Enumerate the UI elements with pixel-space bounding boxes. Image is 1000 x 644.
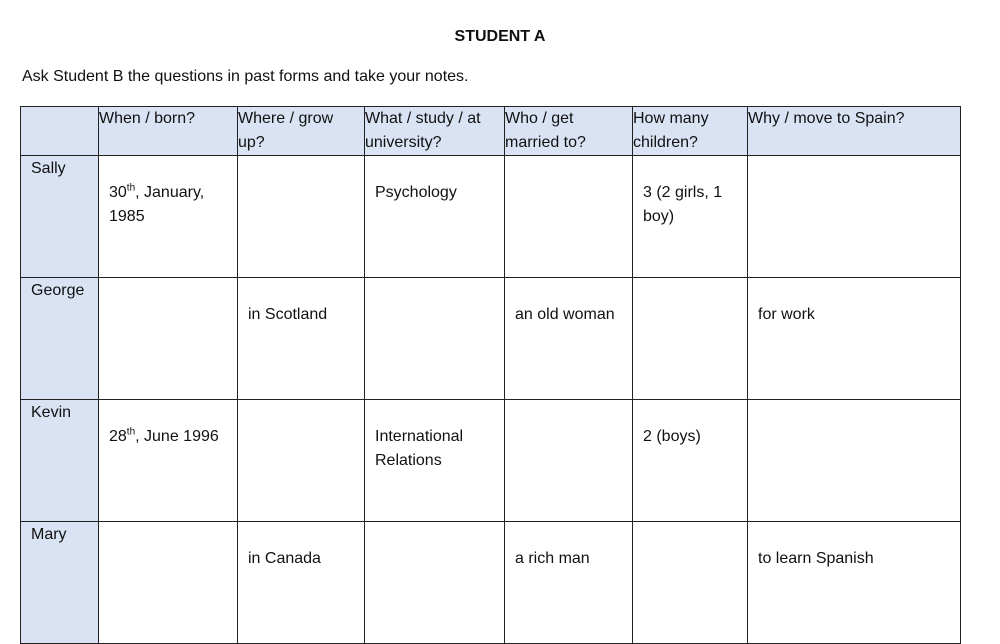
header-where-grow-up: Where / grow up? <box>238 107 365 156</box>
study-cell <box>365 278 505 400</box>
document-title: STUDENT A <box>454 28 546 45</box>
born-day-suffix: th <box>126 182 136 194</box>
study-cell: Psychology <box>365 156 505 278</box>
born-day: 30 <box>109 184 127 201</box>
header-what-study: What / study / at university? <box>365 107 505 156</box>
header-when-born: When / born? <box>99 107 238 156</box>
why-spain-cell <box>748 156 961 278</box>
why-spain-cell: for work <box>748 278 961 400</box>
grow-up-cell <box>238 156 365 278</box>
study-cell <box>365 522 505 644</box>
children-cell: 3 (2 girls, 1 boy) <box>633 156 748 278</box>
grow-up-cell: in Canada <box>238 522 365 644</box>
header-corner <box>21 107 99 156</box>
header-who-married: Who / get married to? <box>505 107 633 156</box>
married-cell <box>505 156 633 278</box>
table-row <box>21 400 961 522</box>
married-cell <box>505 400 633 522</box>
table-row <box>21 522 961 644</box>
children-cell <box>633 278 748 400</box>
row-name-cell: Kevin <box>21 400 99 522</box>
header-how-many-children: How many children? <box>633 107 748 156</box>
born-cell <box>99 400 238 522</box>
row-name-cell: Sally <box>21 156 99 278</box>
why-spain-cell: to learn Spanish <box>748 522 961 644</box>
header-row <box>21 107 961 156</box>
table-row <box>21 278 961 400</box>
why-spain-cell <box>748 400 961 522</box>
row-name-cell: George <box>21 278 99 400</box>
married-cell: an old woman <box>505 278 633 400</box>
born-rest: , June 1996 <box>135 428 219 445</box>
header-why-move-spain: Why / move to Spain? <box>748 107 961 156</box>
study-cell: International Relations <box>365 400 505 522</box>
grow-up-cell: in Scotland <box>238 278 365 400</box>
instruction-text: Ask Student B the questions in past forms and take your notes. <box>22 68 469 85</box>
born-cell <box>99 522 238 644</box>
row-name-cell: Mary <box>21 522 99 644</box>
born-rest: , January, 1985 <box>109 184 205 225</box>
born-cell <box>99 278 238 400</box>
children-cell <box>633 522 748 644</box>
grow-up-cell <box>238 400 365 522</box>
married-cell: a rich man <box>505 522 633 644</box>
children-cell: 2 (boys) <box>633 400 748 522</box>
born-cell <box>99 156 238 278</box>
born-day-suffix: th <box>126 426 136 438</box>
born-day: 28 <box>109 428 127 445</box>
notes-table <box>20 106 961 644</box>
table-row <box>21 156 961 278</box>
